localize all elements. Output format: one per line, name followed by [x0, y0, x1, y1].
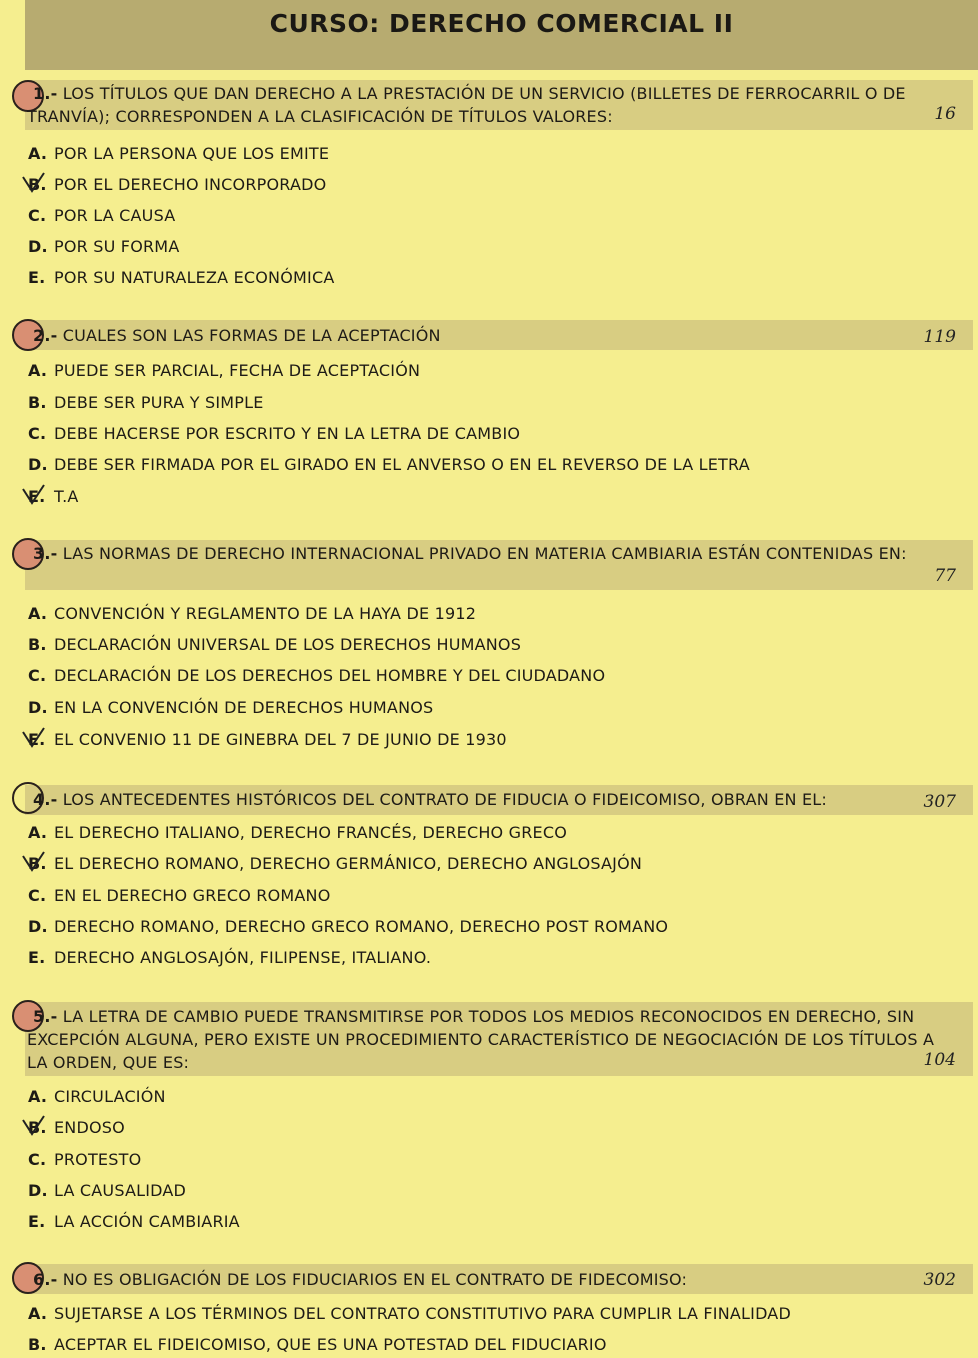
option-letter: D.	[28, 1181, 48, 1200]
option-text: DEBE HACERSE POR ESCRITO Y EN LA LETRA DE CAMBIO	[54, 424, 521, 443]
option-text: EN LA CONVENCIÓN DE DERECHOS HUMANOS	[54, 698, 434, 717]
checkmark-icon	[20, 483, 46, 507]
option-letter: B.	[28, 1335, 47, 1354]
question-text	[27, 1005, 947, 1074]
option-text: DECLARACIÓN DE LOS DERECHOS DEL HOMBRE Y DEL CIUDADANO	[54, 666, 606, 685]
option-text: POR EL DERECHO INCORPORADO	[54, 175, 327, 194]
option-c[interactable]	[28, 886, 958, 906]
option-d[interactable]	[28, 1181, 958, 1201]
option-text: ENDOSO	[54, 1118, 125, 1137]
option-letter: C.	[28, 424, 47, 443]
option-d[interactable]	[28, 698, 958, 718]
option-b[interactable]	[28, 635, 958, 655]
option-text: POR LA CAUSA	[54, 206, 176, 225]
option-letter: C.	[28, 886, 47, 905]
option-letter: E.	[28, 948, 46, 967]
option-text: ACEPTAR EL FIDEICOMISO, QUE ES UNA POTESTAD DEL FIDUCIARIO	[54, 1335, 607, 1354]
option-b[interactable]	[28, 1335, 958, 1355]
option-b[interactable]	[28, 854, 958, 874]
question-number: 3.-	[33, 544, 58, 563]
option-letter: C.	[28, 206, 47, 225]
option-letter: D.	[28, 698, 48, 717]
option-letter: A.	[28, 604, 48, 623]
option-text: PUEDE SER PARCIAL, FECHA DE ACEPTACIÓN	[54, 361, 421, 380]
option-text: POR LA PERSONA QUE LOS EMITE	[54, 144, 330, 163]
option-letter: B.	[28, 1118, 54, 1138]
option-d[interactable]	[28, 455, 958, 475]
page-reference: 119	[923, 327, 956, 347]
question-number: 1.-	[33, 84, 58, 103]
option-text: EL DERECHO ITALIANO, DERECHO FRANCÉS, DERECHO GRECO	[54, 823, 568, 842]
option-text: DEBE SER PURA Y SIMPLE	[54, 393, 264, 412]
option-c[interactable]	[28, 424, 958, 444]
checkmark-icon	[20, 1114, 46, 1138]
option-e[interactable]	[28, 268, 958, 288]
option-b[interactable]	[28, 175, 958, 195]
option-text: LA CAUSALIDAD	[54, 1181, 187, 1200]
option-text: POR SU FORMA	[54, 237, 180, 256]
option-e[interactable]	[28, 730, 958, 750]
option-d[interactable]	[28, 917, 958, 937]
option-a[interactable]	[28, 604, 958, 624]
option-d[interactable]	[28, 237, 958, 257]
question-text	[27, 324, 947, 347]
option-letter: B.	[28, 175, 54, 195]
question-text	[27, 82, 947, 128]
option-text: EL CONVENIO 11 DE GINEBRA DEL 7 DE JUNIO DE 1930	[54, 730, 507, 749]
option-letter: E.	[28, 268, 46, 287]
course-title: CURSO: DERECHO COMERCIAL II	[269, 9, 734, 38]
option-a[interactable]	[28, 144, 958, 164]
option-a[interactable]	[28, 1087, 958, 1107]
option-text: LA ACCIÓN CAMBIARIA	[54, 1212, 240, 1231]
option-a[interactable]	[28, 823, 958, 843]
option-text: DERECHO ANGLOSAJÓN, FILIPENSE, ITALIANO.	[54, 948, 432, 967]
question-text	[27, 542, 947, 565]
option-letter: A.	[28, 1087, 48, 1106]
option-letter: C.	[28, 666, 47, 685]
question-stem: LA LETRA DE CAMBIO PUEDE TRANSMITIRSE POR TODOS LOS MEDIOS RECONOCIDOS EN DERECHO, SIN EXCEPCIÓN ALGUNA, PERO EXISTE UN PROCEDIMIENTO CARACTERÍSTICO DE NEGOCIACIÓN DE LOS TÍTULOS A LA ORDEN, QUE ES:	[27, 1007, 935, 1072]
option-e[interactable]	[28, 1212, 958, 1232]
checkmark-icon	[20, 726, 46, 750]
option-e[interactable]	[28, 948, 958, 968]
option-a[interactable]	[28, 1304, 958, 1324]
option-letter: B.	[28, 635, 47, 654]
question-stem: LAS NORMAS DE DERECHO INTERNACIONAL PRIVADO EN MATERIA CAMBIARIA ESTÁN CONTENIDAS EN:	[62, 544, 907, 563]
option-text: DERECHO ROMANO, DERECHO GRECO ROMANO, DERECHO POST ROMANO	[54, 917, 669, 936]
option-text: EN EL DERECHO GRECO ROMANO	[54, 886, 331, 905]
question-text	[27, 788, 947, 811]
option-letter: E.	[28, 1212, 46, 1231]
option-letter: B.	[28, 854, 54, 874]
option-letter: A.	[28, 823, 48, 842]
option-text: EL DERECHO ROMANO, DERECHO GERMÁNICO, DERECHO ANGLOSAJÓN	[54, 854, 643, 873]
question-number: 6.-	[33, 1270, 58, 1289]
option-text: PROTESTO	[54, 1150, 142, 1169]
option-text: DECLARACIÓN UNIVERSAL DE LOS DERECHOS HUMANOS	[54, 635, 522, 654]
option-text: T.A	[54, 487, 79, 506]
option-b[interactable]	[28, 393, 958, 413]
question-stem: LOS ANTECEDENTES HISTÓRICOS DEL CONTRATO DE FIDUCIA O FIDEICOMISO, OBRAN EN EL:	[62, 790, 827, 809]
question-number: 2.-	[33, 326, 58, 345]
question-text	[27, 1268, 947, 1291]
option-c[interactable]	[28, 1150, 958, 1170]
option-c[interactable]	[28, 666, 958, 686]
checkmark-icon	[20, 171, 46, 195]
option-b[interactable]	[28, 1118, 958, 1138]
option-letter: A.	[28, 361, 48, 380]
option-letter: D.	[28, 455, 48, 474]
option-c[interactable]	[28, 206, 958, 226]
option-letter: D.	[28, 917, 48, 936]
checkmark-icon	[20, 850, 46, 874]
course-header	[25, 0, 978, 70]
question-number: 5.-	[33, 1007, 58, 1026]
option-letter: A.	[28, 1304, 48, 1323]
option-text: CIRCULACIÓN	[54, 1087, 166, 1106]
question-number: 4.-	[33, 790, 58, 809]
page-reference: 104	[923, 1050, 956, 1070]
question-stem: NO ES OBLIGACIÓN DE LOS FIDUCIARIOS EN EL CONTRATO DE FIDECOMISO:	[62, 1270, 688, 1289]
option-letter: E.	[28, 487, 54, 507]
question-stem: LOS TÍTULOS QUE DAN DERECHO A LA PRESTACIÓN DE UN SERVICIO (BILLETES DE FERROCARRIL O DE TRANVÍA); CORRESPONDEN A LA CLASIFICACIÓN DE TÍTULOS VALORES:	[27, 84, 906, 126]
page-reference: 302	[923, 1270, 956, 1290]
page-reference: 77	[934, 566, 956, 586]
option-text: POR SU NATURALEZA ECONÓMICA	[54, 268, 335, 287]
question-stem: CUALES SON LAS FORMAS DE LA ACEPTACIÓN	[62, 326, 441, 345]
option-a[interactable]	[28, 361, 958, 381]
option-letter: E.	[28, 730, 54, 750]
page-reference: 16	[934, 104, 956, 124]
option-e[interactable]	[28, 487, 958, 507]
option-text: CONVENCIÓN Y REGLAMENTO DE LA HAYA DE 1912	[54, 604, 477, 623]
option-text: DEBE SER FIRMADA POR EL GIRADO EN EL ANVERSO O EN EL REVERSO DE LA LETRA	[54, 455, 750, 474]
option-letter: A.	[28, 144, 48, 163]
option-letter: C.	[28, 1150, 47, 1169]
page-reference: 307	[923, 792, 956, 812]
option-text: SUJETARSE A LOS TÉRMINOS DEL CONTRATO CONSTITUTIVO PARA CUMPLIR LA FINALIDAD	[54, 1304, 791, 1323]
option-letter: D.	[28, 237, 48, 256]
option-letter: B.	[28, 393, 47, 412]
